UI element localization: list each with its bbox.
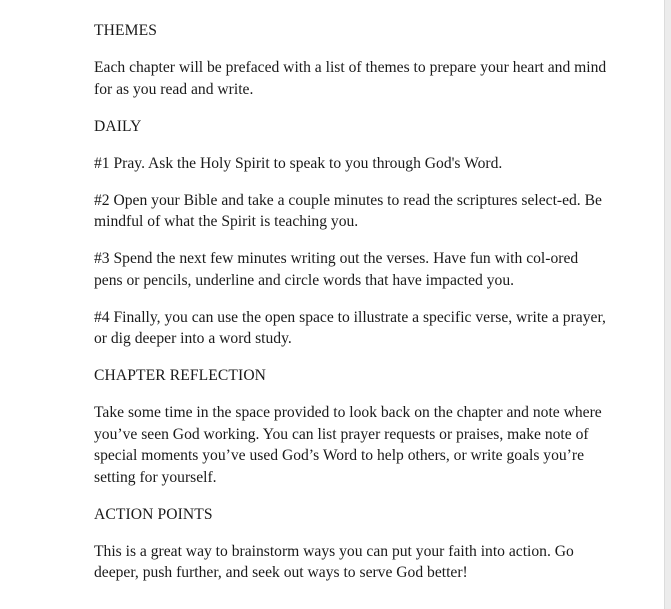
paragraph-daily-3: #3 Spend the next few minutes writing out the verses. Have fun with col-ored pens or pencils, underline and circle words that have impacted you. — [94, 250, 579, 289]
paragraph-daily-2: #2 Open your Bible and take a couple minutes to read the scriptures select-ed. Be mindful of what the Spirit is teaching you. — [94, 191, 602, 230]
paragraph-daily-4: #4 Finally, you can use the open space to illustrate a specific verse, write a prayer, or dig deeper into a word study. — [94, 308, 606, 347]
heading-action-points: ACTION POINTS — [94, 505, 213, 523]
paragraph-action-points: This is a great way to brainstorm ways you can put your faith into action. Go deeper, push further, and seek out ways to serve God better! — [94, 542, 574, 581]
paragraph-daily-1: #1 Pray. Ask the Holy Spirit to speak to you through God's Word. — [94, 154, 503, 172]
paragraph-chapter-reflection: Take some time in the space provided to look back on the chapter and note where you’ve seen God working. You can list prayer requests or praises, make note of special moments you’ve used God’s Word to help others, or write goals you’re setting for yourself. — [94, 404, 602, 486]
document-body — [94, 20, 610, 599]
heading-themes: THEMES — [94, 22, 157, 39]
heading-chapter-reflection: CHAPTER REFLECTION — [94, 367, 267, 384]
paragraph-themes: Each chapter will be prefaced with a list of themes to prepare your heart and mind for as you read and write. — [94, 59, 607, 98]
heading-daily: DAILY — [94, 117, 142, 135]
